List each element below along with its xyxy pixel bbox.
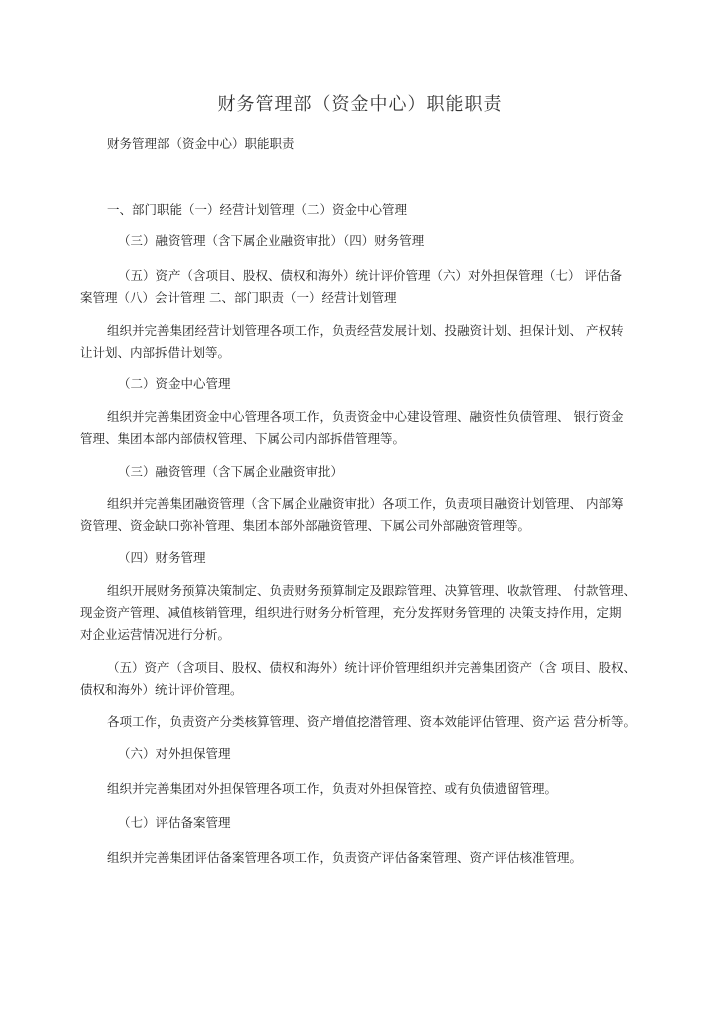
text-line: （四）财务管理 xyxy=(118,550,206,565)
heading-finance xyxy=(118,547,696,569)
text-line: 一、部门职能（一）经营计划管理（二）资金中心管理 xyxy=(107,202,408,217)
text-line: （三）融资管理（含下属企业融资审批）（四）财务管理 xyxy=(118,233,425,248)
paragraph-functions-5-8 xyxy=(80,265,658,309)
heading-guarantee xyxy=(118,743,696,765)
heading-fund-center xyxy=(118,373,696,395)
heading-financing xyxy=(118,461,696,483)
text-line: （五）资产（含项目、股权、债权和海外）统计评价管理（六）对外担保管理（七） 评估备 xyxy=(118,268,622,283)
text-line: 组织并完善集团评估备案管理各项工作，负责资产评估备案管理、资产评估核准管理。 xyxy=(107,850,583,865)
text-line: 财务管理部（资金中心）职能职责 xyxy=(107,136,295,151)
paragraph-finance xyxy=(80,580,658,646)
text-line: 管理、集团本部内部债权管理、下属公司内部拆借管理等。 xyxy=(80,431,406,446)
text-line: 组织并完善集团对外担保管理各项工作，负责对外担保管控、或有负债遗留管理。 xyxy=(107,781,558,796)
document-title: 财务管理部（资金中心）职能职责 xyxy=(217,94,503,115)
text-line: 各项工作，负责资产分类核算管理、资产增值挖潜管理、资本效能评估管理、资产运 营分析等。 xyxy=(107,714,636,729)
text-line: 资管理、资金缺口弥补管理、集团本部外部融资管理、下属公司外部融资管理等。 xyxy=(80,518,531,533)
paragraph-financing xyxy=(80,493,658,537)
heading-appraisal xyxy=(118,812,696,834)
paragraph-subtitle xyxy=(107,133,685,155)
text-line: （五）资产（含项目、股权、债权和海外）统计评价管理组织并完善集团资产（含 项目、股权、 xyxy=(107,660,636,675)
paragraph-asset-evaluation xyxy=(80,657,658,701)
text-line: （二）资金中心管理 xyxy=(118,376,231,391)
text-line: 案管理（八）会计管理 二、部门职责（一）经营计划管理 xyxy=(80,290,397,305)
text-line: 债权和海外）统计评价管理。 xyxy=(80,682,243,697)
text-line: （六）对外担保管理 xyxy=(118,746,231,761)
paragraph-plan-management xyxy=(80,320,658,364)
paragraph-functions-3-4 xyxy=(118,230,696,252)
paragraph-department-functions xyxy=(107,199,685,221)
text-line: 让计划、内部拆借计划等。 xyxy=(80,345,231,360)
text-line: 对企业运营情况进行分析。 xyxy=(80,627,231,642)
text-line: 组织开展财务预算决策制定、负责财务预算制定及跟踪管理、决算管理、收款管理、 付款管理、 xyxy=(107,583,636,598)
paragraph-guarantee xyxy=(107,778,685,800)
text-line: 组织并完善集团资金中心管理各项工作，负责资金中心建设管理、融资性负债管理、 银行资金 xyxy=(107,409,624,424)
text-line: 组织并完善集团融资管理（含下属企业融资审批）各项工作，负责项目融资计划管理、 内部筹 xyxy=(107,496,624,511)
text-line: （三）融资管理（含下属企业融资审批） xyxy=(118,464,344,479)
paragraph-appraisal xyxy=(107,847,685,869)
text-line: 现金资产管理、减值核销管理，组织进行财务分析管理，充分发挥财务管理的 决策支持作用，定期 xyxy=(80,605,622,620)
paragraph-fund-center xyxy=(80,406,658,450)
text-line: （七）评估备案管理 xyxy=(118,815,231,830)
text-line: 组织并完善集团经营计划管理各项工作，负责经营发展计划、投融资计划、担保计划、 产权转 xyxy=(107,323,624,338)
paragraph-asset-tasks xyxy=(107,711,685,733)
